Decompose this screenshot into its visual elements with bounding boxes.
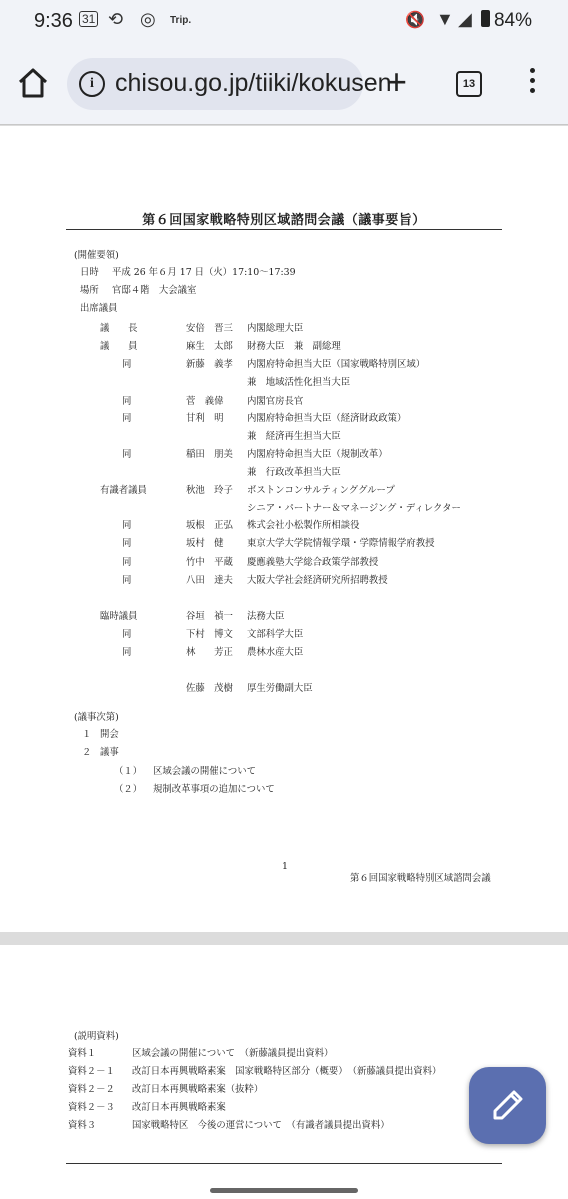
material-label: 資料３ xyxy=(68,1120,97,1131)
member-title: 大阪大学社会経済研究所招聘教授 xyxy=(247,575,388,586)
material-label: 資料２－１ xyxy=(68,1066,115,1077)
material-label: 資料１ xyxy=(68,1048,97,1059)
tab-switcher-button[interactable]: 13 xyxy=(456,71,482,97)
member-name: 八田 達夫 xyxy=(186,575,233,586)
document-page-1 xyxy=(0,126,568,932)
member-title: 慶應義塾大学総合政策学部教授 xyxy=(247,557,379,568)
subagenda-item: 規制改革事項の追加について xyxy=(153,784,275,795)
calendar-icon: 31 xyxy=(79,11,98,27)
member-title-continued: 兼 行政改革担当大臣 xyxy=(247,467,341,478)
member-title: 農林水産大臣 xyxy=(247,647,304,658)
document-title: 第６回国家戦略特別区域諮問会議（議事要旨） xyxy=(142,213,426,228)
member-role: 同 xyxy=(122,449,132,460)
agenda-num: ２ xyxy=(82,747,92,758)
member-name: 坂村 健 xyxy=(186,538,224,549)
date-label: 日時 xyxy=(80,267,99,278)
battery-percent: 84% xyxy=(493,10,532,31)
subagenda-num: （１） xyxy=(114,766,143,777)
member-title-continued: 兼 地域活性化担当大臣 xyxy=(247,377,351,388)
member-role: 同 xyxy=(122,396,132,407)
member-name: 佐藤 茂樹 xyxy=(186,683,233,694)
subagenda-item: 区域会議の開催について xyxy=(153,766,256,777)
material-label: 資料２－３ xyxy=(68,1102,115,1113)
agenda-num: １ xyxy=(82,729,92,740)
member-title: 内閣府特命担当大臣（国家戦略特別区域） xyxy=(247,359,426,370)
member-role: 同 xyxy=(122,520,132,531)
member-title: ボストンコンサルティンググループ xyxy=(247,485,395,496)
url-text: chisou.go.jp/tiiki/kokusen xyxy=(115,69,392,97)
section-head-meeting: (開催要領) xyxy=(74,250,119,261)
address-bar[interactable] xyxy=(67,58,392,110)
material-title: 改訂日本再興戦略素案（抜粋） xyxy=(132,1084,264,1095)
record-icon: ◎ xyxy=(140,9,156,29)
page2-rule xyxy=(66,1163,502,1164)
member-name: 谷垣 禎一 xyxy=(186,611,233,622)
member-title-continued: 兼 経済再生担当大臣 xyxy=(247,431,341,442)
material-title: 改訂日本再興戦略素案 xyxy=(132,1102,226,1113)
app-label: Trip. xyxy=(170,15,192,26)
member-title: 株式会社小松製作所相談役 xyxy=(247,520,360,531)
member-role: 臨時議員 xyxy=(100,611,138,622)
material-title: 国家戦略特区 今後の運営について （有識者議員提出資料） xyxy=(132,1120,390,1131)
section-head-materials: (説明資料) xyxy=(74,1031,119,1042)
more-menu-icon[interactable] xyxy=(530,68,536,98)
page-number: 1 xyxy=(282,861,288,872)
sync-icon: ⟲ xyxy=(108,9,124,29)
home-icon[interactable] xyxy=(16,66,50,100)
member-title: 厚生労働副大臣 xyxy=(247,683,313,694)
member-role: 議 長 xyxy=(100,323,138,334)
member-role: 議 員 xyxy=(100,341,138,352)
member-role: 同 xyxy=(122,647,132,658)
status-bar xyxy=(0,0,568,44)
member-title: 文部科学大臣 xyxy=(247,629,304,640)
member-name: 林 芳正 xyxy=(186,647,233,658)
member-role: 同 xyxy=(122,413,132,424)
member-name: 麻生 太郎 xyxy=(186,341,233,352)
material-title: 区域会議の開催について （新藤議員提出資料） xyxy=(132,1048,334,1059)
wifi-icon: ▼ xyxy=(436,9,454,29)
member-title: 財務大臣 兼 副総理 xyxy=(247,341,341,352)
member-role: 同 xyxy=(122,575,132,586)
member-name: 新藤 義孝 xyxy=(186,359,233,370)
member-name: 安倍 晋三 xyxy=(186,323,233,334)
agenda-item: 議事 xyxy=(100,747,119,758)
material-label: 資料２－２ xyxy=(68,1084,115,1095)
member-name: 菅 義偉 xyxy=(186,396,224,407)
member-title: 法務大臣 xyxy=(247,611,285,622)
signal-icon: ◢ xyxy=(458,9,472,29)
member-role: 同 xyxy=(122,538,132,549)
date-value: 平成 26 年６月 17 日（火）17:10～17:39 xyxy=(112,267,296,278)
battery-icon xyxy=(481,10,490,27)
agenda-item: 開会 xyxy=(100,729,119,740)
member-role: 同 xyxy=(122,359,132,370)
member-name: 秋池 玲子 xyxy=(186,485,233,496)
gesture-bar xyxy=(0,1185,568,1199)
home-gesture-handle[interactable] xyxy=(210,1188,358,1193)
member-title: 内閣官房長官 xyxy=(247,396,304,407)
title-rule xyxy=(66,229,502,230)
pencil-icon xyxy=(469,1067,546,1144)
mute-icon: 🔇 xyxy=(405,12,425,29)
member-name: 竹中 平蔵 xyxy=(186,557,233,568)
document-page-2 xyxy=(0,945,568,1185)
edit-button[interactable] xyxy=(469,1067,546,1144)
member-name: 坂根 正弘 xyxy=(186,520,233,531)
member-role: 同 xyxy=(122,629,132,640)
place-value: 官邸４階 大会議室 xyxy=(112,285,197,296)
member-title: 内閣総理大臣 xyxy=(247,323,304,334)
member-role: 同 xyxy=(122,557,132,568)
member-role: 有識者議員 xyxy=(100,485,147,496)
place-label: 場所 xyxy=(80,285,99,296)
page-footer: 第６回国家戦略特別区域諮問会議 xyxy=(350,873,491,884)
section-head-agenda: (議事次第) xyxy=(74,712,119,723)
member-title: 内閣府特命担当大臣（経済財政政策） xyxy=(247,413,407,424)
status-time: 9:36 xyxy=(34,10,73,32)
attendees-label: 出席議員 xyxy=(80,303,118,314)
new-tab-icon[interactable]: + xyxy=(386,61,408,102)
browser-toolbar xyxy=(0,44,568,125)
member-name: 下村 博文 xyxy=(186,629,233,640)
subagenda-num: （２） xyxy=(114,784,143,795)
member-name: 稲田 朋美 xyxy=(186,449,233,460)
member-name: 甘利 明 xyxy=(186,413,224,424)
site-info-icon[interactable]: i xyxy=(79,71,105,97)
member-title-continued: シニア・パートナー＆マネージング・ディレクター xyxy=(247,503,461,514)
material-title: 改訂日本再興戦略素案 国家戦略特区部分（概要） （新藤議員提出資料） xyxy=(132,1066,442,1077)
member-title: 内閣府特命担当大臣（規制改革） xyxy=(247,449,388,460)
member-title: 東京大学大学院情報学環・学際情報学府教授 xyxy=(247,538,435,549)
